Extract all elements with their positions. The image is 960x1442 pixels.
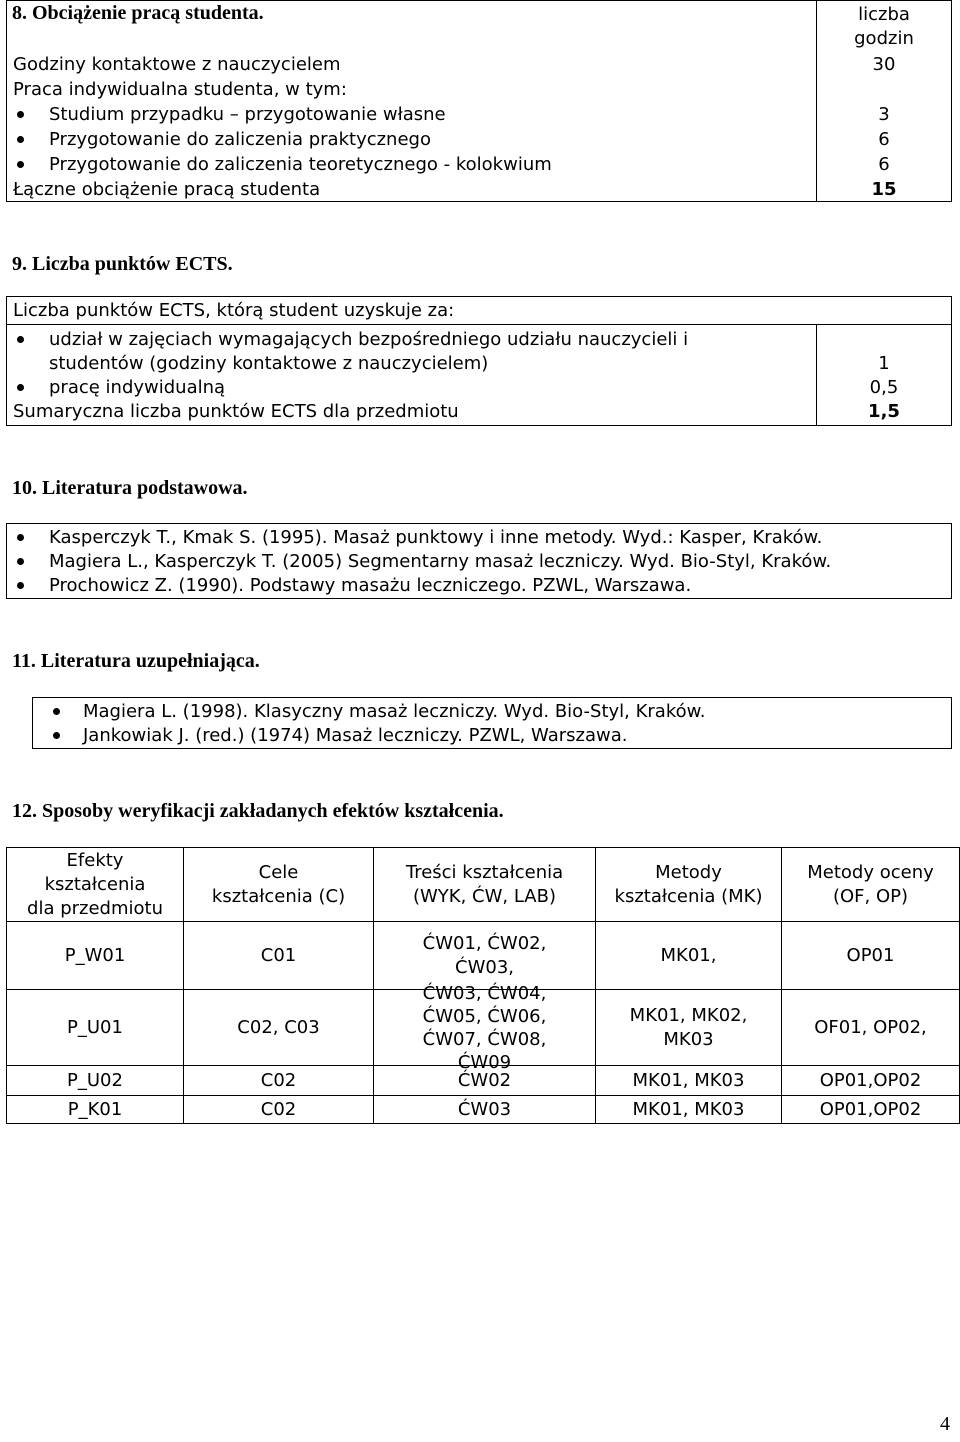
table-cell: OP01,OP02 bbox=[819, 1098, 922, 1120]
bullet-icon bbox=[17, 161, 24, 168]
section-8-heading: 8. Obciążenie pracą studenta. bbox=[12, 2, 264, 24]
table-cell: ĆW02 bbox=[457, 1069, 512, 1091]
workload-row-value: 30 bbox=[872, 54, 896, 75]
table-cell: MK01, bbox=[660, 944, 717, 966]
workload-total-row bbox=[7, 177, 951, 202]
table-cell: OP01,OP02 bbox=[819, 1069, 922, 1091]
ects-item-value: 0,5 bbox=[869, 377, 899, 398]
bullet-icon bbox=[17, 111, 24, 118]
bullet-icon bbox=[17, 384, 24, 391]
table-cell: ĆW01, ĆW02, ĆW03, bbox=[422, 932, 547, 978]
workload-row bbox=[7, 152, 951, 177]
table-cell: P_K01 bbox=[67, 1098, 123, 1120]
literature-item: Kasperczyk T., Kmak S. (1995). Masaż punktowy i inne metody. Wyd.: Kasper, Kraków. bbox=[7, 525, 951, 550]
table-cell: MK01, MK03 bbox=[632, 1069, 745, 1091]
bullet-icon bbox=[17, 336, 24, 343]
workload-row-label: Praca indywidualna studenta, w tym: bbox=[13, 79, 347, 100]
workload-row bbox=[7, 52, 951, 77]
workload-row-value: 6 bbox=[878, 154, 890, 175]
bullet-icon bbox=[53, 708, 60, 715]
ects-intro: Liczba punktów ECTS, którą student uzyskuje za: bbox=[13, 300, 455, 321]
ects-item-label: udział w zajęciach wymagających bezpośredniego udziału nauczycieli i bbox=[49, 329, 689, 350]
table-cell: C02 bbox=[260, 1069, 297, 1091]
basic-literature-box bbox=[6, 523, 952, 599]
workload-total-value: 15 bbox=[871, 179, 897, 200]
table-cell: MK01, MK03 bbox=[632, 1098, 745, 1120]
table-cell: C02, C03 bbox=[237, 1016, 320, 1038]
ects-item-individual bbox=[7, 375, 951, 400]
workload-total-label: Łączne obciążenie pracą studenta bbox=[13, 179, 321, 200]
workload-row bbox=[7, 102, 951, 127]
header-methods: Metody kształcenia (MK) bbox=[614, 861, 763, 907]
section-10-heading: 10. Literatura podstawowa. bbox=[12, 477, 248, 499]
ects-item-value: 1 bbox=[878, 353, 890, 374]
ects-table bbox=[6, 296, 952, 426]
header-goals: Cele kształcenia (C) bbox=[211, 861, 346, 907]
ects-item-contact-cont bbox=[7, 351, 951, 376]
section-12-heading: 12. Sposoby weryfikacji zakładanych efektów kształcenia. bbox=[12, 800, 504, 822]
workload-table bbox=[6, 0, 952, 202]
hours-column-header: liczba godzin bbox=[854, 4, 914, 49]
table-cell: ĆW03, ĆW04, ĆW05, ĆW06, ĆW07, ĆW08, ĆW09 bbox=[422, 982, 547, 1073]
table-cell: OF01, OP02, bbox=[814, 1016, 927, 1038]
workload-row bbox=[7, 77, 951, 102]
table-cell: P_W01 bbox=[64, 944, 126, 966]
literature-item: Magiera L. (1998). Klasyczny masaż leczniczy. Wyd. Bio-Styl, Kraków. bbox=[33, 699, 951, 724]
header-effects: Efekty kształcenia dla przedmiotu bbox=[27, 849, 163, 919]
section-9-heading: 9. Liczba punktów ECTS. bbox=[12, 253, 233, 275]
header-assessment: Metody oceny (OF, OP) bbox=[807, 861, 934, 907]
section-11-heading: 11. Literatura uzupełniająca. bbox=[12, 650, 260, 672]
bullet-icon bbox=[17, 136, 24, 143]
table-cell: MK01, MK02, MK03 bbox=[629, 1004, 748, 1050]
table-cell: P_U01 bbox=[67, 1016, 123, 1038]
table-cell: C02 bbox=[260, 1098, 297, 1120]
table-cell: ĆW03 bbox=[457, 1098, 512, 1120]
table-cell: OP01 bbox=[846, 944, 895, 966]
workload-row-value: 3 bbox=[878, 104, 890, 125]
ects-item-label: pracę indywidualną bbox=[49, 377, 226, 398]
ects-item-contact bbox=[7, 327, 951, 352]
ects-table-separator bbox=[7, 324, 951, 325]
table-cell: C01 bbox=[260, 944, 297, 966]
ects-total-row bbox=[7, 399, 951, 424]
literature-item: Jankowiak J. (red.) (1974) Masaż leczniczy. PZWL, Warszawa. bbox=[33, 723, 951, 748]
bullet-icon bbox=[17, 582, 24, 589]
workload-row-label: Studium przypadku – przygotowanie własne bbox=[49, 104, 446, 125]
ects-item-label: studentów (godziny kontaktowe z nauczycielem) bbox=[49, 353, 489, 374]
workload-row-label: Godziny kontaktowe z nauczycielem bbox=[13, 54, 341, 75]
table-cell: P_U02 bbox=[67, 1069, 123, 1091]
workload-row bbox=[7, 127, 951, 152]
workload-row-value: 6 bbox=[878, 129, 890, 150]
bullet-icon bbox=[53, 732, 60, 739]
header-content: Treści kształcenia (WYK, ĆW, LAB) bbox=[405, 861, 564, 907]
supplementary-literature-box bbox=[32, 697, 952, 749]
ects-total-value: 1,5 bbox=[868, 401, 900, 422]
bullet-icon bbox=[17, 534, 24, 541]
workload-row-label: Przygotowanie do zaliczenia teoretycznego - kolokwium bbox=[49, 154, 552, 175]
bullet-icon bbox=[17, 558, 24, 565]
workload-row-label: Przygotowanie do zaliczenia praktycznego bbox=[49, 129, 431, 150]
verification-table bbox=[6, 847, 960, 1124]
literature-item: Prochowicz Z. (1990). Podstawy masażu leczniczego. PZWL, Warszawa. bbox=[7, 573, 951, 598]
literature-item: Magiera L., Kasperczyk T. (2005) Segmentarny masaż leczniczy. Wyd. Bio-Styl, Kraków. bbox=[7, 549, 951, 574]
page-number: 4 bbox=[940, 1413, 950, 1435]
ects-total-label: Sumaryczna liczba punktów ECTS dla przedmiotu bbox=[13, 401, 459, 422]
